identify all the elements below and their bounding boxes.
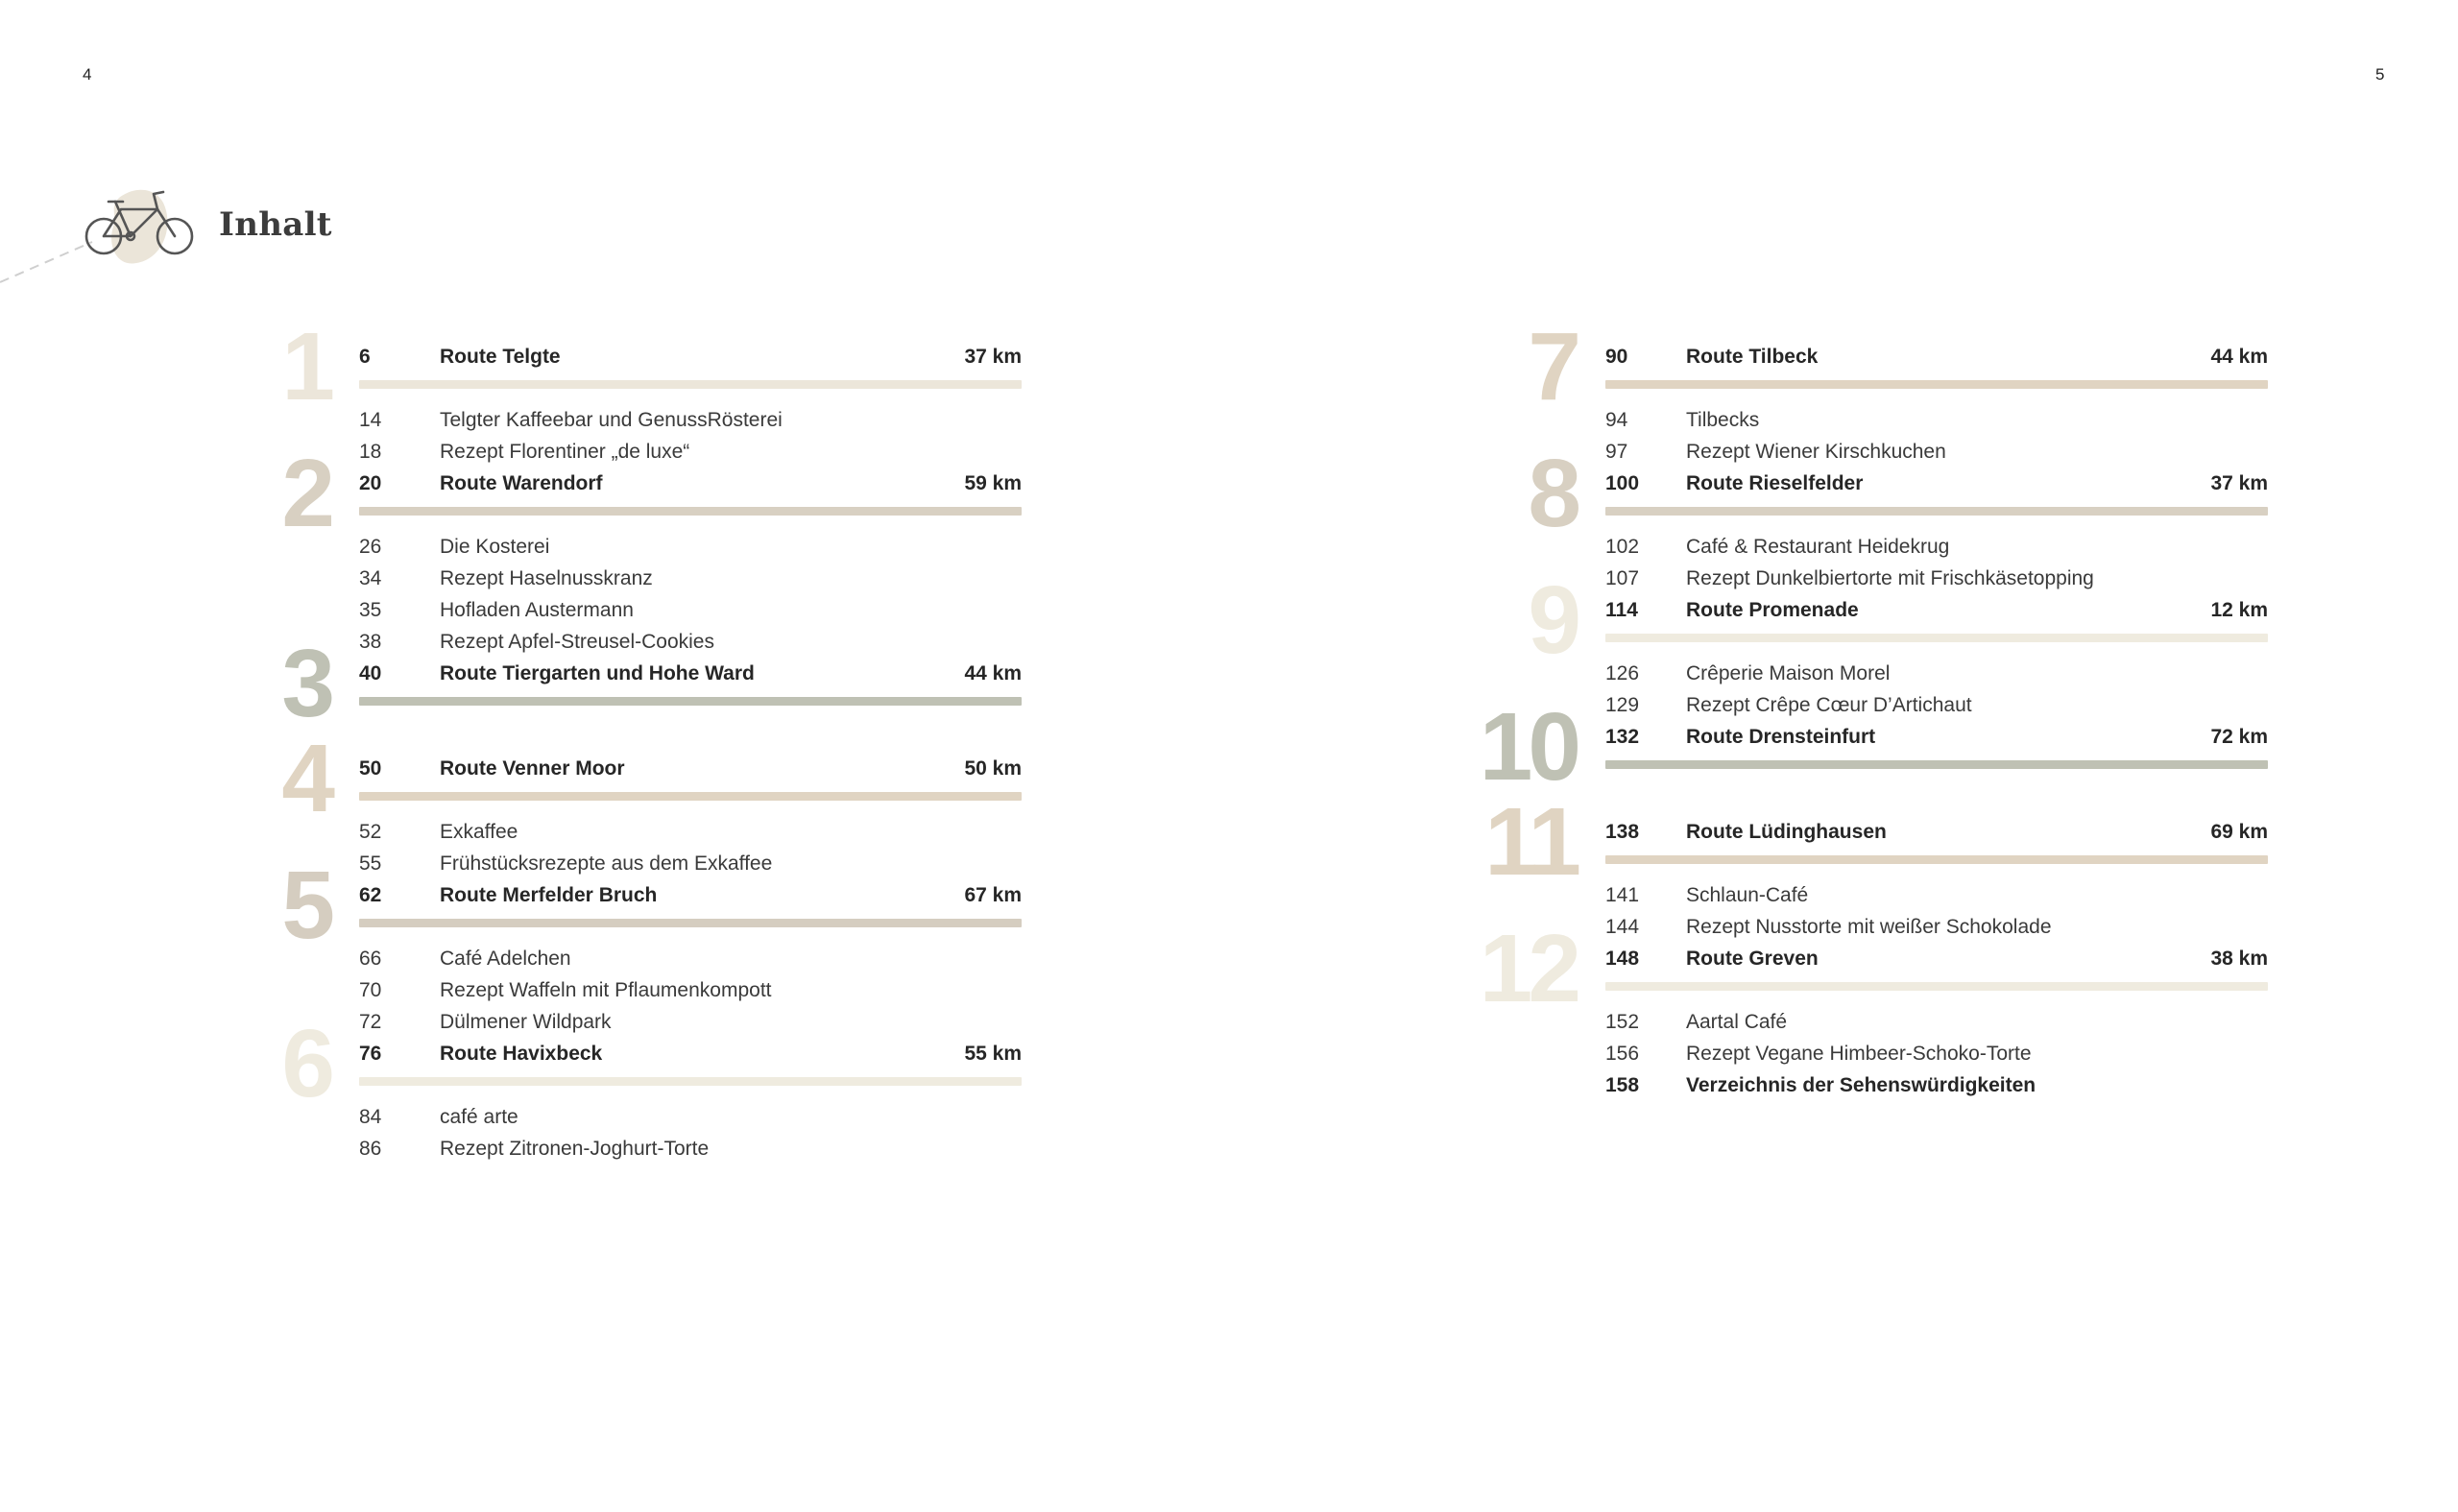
route-page: 100	[1605, 472, 1640, 494]
list-item[interactable]	[359, 948, 1022, 974]
entry-title: Crêperie Maison Morel	[1686, 662, 1891, 684]
entry-page: 144	[1605, 916, 1640, 938]
route-page: 6	[359, 346, 371, 368]
route-title: Route Promenade	[1686, 599, 1859, 621]
route-number: 6	[281, 1010, 330, 1117]
entry-page: 84	[359, 1106, 382, 1128]
list-item[interactable]	[1605, 694, 2268, 721]
route-number: 9	[1528, 566, 1577, 674]
route-number: 1	[281, 313, 330, 420]
list-item[interactable]	[1605, 1043, 2268, 1069]
entry-page: 14	[359, 409, 382, 431]
route-number: 4	[281, 725, 330, 832]
route-page: 50	[359, 757, 382, 780]
list-item[interactable]	[1605, 884, 2268, 911]
entry-title: Rezept Vegane Himbeer-Schoko-Torte	[1686, 1043, 2032, 1065]
entry-title: Die Kosterei	[440, 536, 550, 558]
entry-page: 35	[359, 599, 382, 621]
entry-page: 38	[359, 631, 382, 653]
route-heading[interactable]	[359, 472, 1022, 501]
route-distance: 50 km	[964, 757, 1022, 780]
route-distance: 59 km	[964, 472, 1022, 494]
entry-page: 66	[359, 948, 382, 970]
route-page: 40	[359, 662, 382, 684]
list-item[interactable]	[359, 409, 1022, 436]
entry-title: Hofladen Austermann	[440, 599, 634, 621]
entry-title: Dülmener Wildpark	[440, 1011, 612, 1033]
route-page: 132	[1605, 726, 1640, 748]
route-distance: 72 km	[2210, 726, 2268, 748]
route-title: Route Tiergarten und Hohe Ward	[440, 662, 755, 684]
route-color-bar	[359, 919, 1022, 927]
list-item[interactable]	[359, 821, 1022, 848]
list-item[interactable]	[359, 631, 1022, 658]
entry-page: 102	[1605, 536, 1640, 558]
route-title: Route Telgte	[440, 346, 561, 368]
route-heading[interactable]	[359, 884, 1022, 913]
entry-title: Rezept Waffeln mit Pflaumenkompott	[440, 979, 772, 1001]
entry-page: 70	[359, 979, 382, 1001]
route-color-bar	[359, 1077, 1022, 1086]
entry-page: 141	[1605, 884, 1640, 906]
route-color-bar	[359, 380, 1022, 389]
page-title: Inhalt	[219, 205, 332, 244]
route-title: Route Tilbeck	[1686, 346, 1819, 368]
entry-title: Rezept Florentiner „de luxe“	[440, 441, 690, 463]
entry-title: Rezept Apfel-Streusel-Cookies	[440, 631, 714, 653]
route-distance: 67 km	[964, 884, 1022, 906]
entry-title: Café & Restaurant Heidekrug	[1686, 536, 1950, 558]
list-item[interactable]	[1605, 916, 2268, 943]
list-item[interactable]	[1605, 409, 2268, 436]
route-title: Route Venner Moor	[440, 757, 625, 780]
route-title: Route Merfelder Bruch	[440, 884, 658, 906]
route-distance: 44 km	[2210, 346, 2268, 368]
entry-page: 72	[359, 1011, 382, 1033]
route-heading[interactable]	[1605, 346, 2268, 374]
entry-page: 152	[1605, 1011, 1640, 1033]
appendix-title: Verzeichnis der Sehenswürdigkeiten	[1686, 1074, 2036, 1096]
route-heading[interactable]	[359, 1043, 1022, 1071]
route-heading[interactable]	[359, 757, 1022, 786]
route-number: 2	[281, 440, 330, 547]
route-color-bar	[359, 792, 1022, 801]
entry-title: café arte	[440, 1106, 518, 1128]
list-item[interactable]	[1605, 536, 2268, 563]
route-distance: 37 km	[2210, 472, 2268, 494]
entry-page: 34	[359, 567, 382, 589]
entry-title: Exkaffee	[440, 821, 518, 843]
entry-page: 94	[1605, 409, 1628, 431]
entry-page: 97	[1605, 441, 1628, 463]
entry-page: 126	[1605, 662, 1640, 684]
route-heading[interactable]	[359, 346, 1022, 374]
entry-title: Rezept Haselnusskranz	[440, 567, 653, 589]
route-color-bar	[359, 697, 1022, 706]
entry-page: 129	[1605, 694, 1640, 716]
route-title: Route Drensteinfurt	[1686, 726, 1876, 748]
entry-title: Rezept Dunkelbiertorte mit Frischkäsetopping	[1686, 567, 2094, 589]
route-page: 76	[359, 1043, 382, 1065]
route-page: 90	[1605, 346, 1628, 368]
list-item[interactable]	[359, 599, 1022, 626]
route-color-bar	[1605, 982, 2268, 991]
list-item[interactable]	[359, 441, 1022, 468]
page-number-right: 5	[2375, 65, 2385, 84]
route-heading[interactable]	[1605, 821, 2268, 850]
route-title: Route Havixbeck	[440, 1043, 603, 1065]
entry-page: 18	[359, 441, 382, 463]
route-page: 62	[359, 884, 382, 906]
route-color-bar	[1605, 380, 2268, 389]
route-title: Route Greven	[1686, 948, 1819, 970]
list-item[interactable]	[359, 1138, 1022, 1164]
entry-title: Frühstücksrezepte aus dem Exkaffee	[440, 852, 773, 875]
entry-title: Telgter Kaffeebar und GenussRösterei	[440, 409, 783, 431]
entry-title: Café Adelchen	[440, 948, 571, 970]
entry-title: Rezept Wiener Kirschkuchen	[1686, 441, 1946, 463]
entry-title: Schlaun-Café	[1686, 884, 1809, 906]
entry-title: Rezept Crêpe Cœur D’Artichaut	[1686, 694, 1972, 716]
route-color-bar	[1605, 855, 2268, 864]
route-number: 7	[1528, 313, 1577, 420]
route-color-bar	[1605, 760, 2268, 769]
route-color-bar	[1605, 507, 2268, 516]
entry-title: Aartal Café	[1686, 1011, 1788, 1033]
entry-page: 86	[359, 1138, 382, 1160]
route-heading[interactable]	[1605, 472, 2268, 501]
route-number: 8	[1528, 440, 1577, 547]
route-distance: 44 km	[964, 662, 1022, 684]
route-distance: 55 km	[964, 1043, 1022, 1065]
entry-page: 26	[359, 536, 382, 558]
route-title: Route Warendorf	[440, 472, 603, 494]
route-number: 10	[1479, 693, 1577, 801]
route-page: 114	[1605, 599, 1638, 621]
route-number: 12	[1479, 915, 1577, 1022]
route-number: 3	[281, 630, 330, 737]
entry-page: 107	[1605, 567, 1640, 589]
route-title: Route Lüdinghausen	[1686, 821, 1887, 843]
entry-page: 156	[1605, 1043, 1640, 1065]
list-item[interactable]	[1605, 662, 2268, 689]
route-page: 148	[1605, 948, 1640, 970]
entry-title: Rezept Nusstorte mit weißer Schokolade	[1686, 916, 2052, 938]
route-distance: 38 km	[2210, 948, 2268, 970]
route-heading[interactable]	[1605, 948, 2268, 976]
route-number: 11	[1484, 788, 1577, 896]
entry-title: Tilbecks	[1686, 409, 1760, 431]
route-title: Route Rieselfelder	[1686, 472, 1864, 494]
route-heading[interactable]	[359, 662, 1022, 691]
route-color-bar	[359, 507, 1022, 516]
route-heading[interactable]	[1605, 599, 2268, 628]
list-item[interactable]	[1605, 1011, 2268, 1038]
list-item[interactable]	[1605, 567, 2268, 594]
route-page: 138	[1605, 821, 1640, 843]
list-item[interactable]	[1605, 441, 2268, 468]
list-item[interactable]	[359, 567, 1022, 594]
list-item[interactable]	[359, 1106, 1022, 1133]
route-distance: 37 km	[964, 346, 1022, 368]
entry-title: Rezept Zitronen-Joghurt-Torte	[440, 1138, 710, 1160]
bicycle-icon	[81, 180, 200, 273]
entry-page: 55	[359, 852, 382, 875]
list-item[interactable]	[359, 979, 1022, 1006]
list-item[interactable]	[359, 852, 1022, 879]
list-item[interactable]	[359, 536, 1022, 563]
appendix-page: 158	[1605, 1074, 1640, 1096]
entry-page: 52	[359, 821, 382, 843]
route-distance: 69 km	[2210, 821, 2268, 843]
list-item[interactable]	[359, 1011, 1022, 1038]
route-number: 5	[281, 852, 330, 959]
route-page: 20	[359, 472, 382, 494]
route-distance: 12 km	[2210, 599, 2268, 621]
route-heading[interactable]	[1605, 726, 2268, 755]
page-number-left: 4	[83, 65, 92, 84]
route-color-bar	[1605, 634, 2268, 642]
